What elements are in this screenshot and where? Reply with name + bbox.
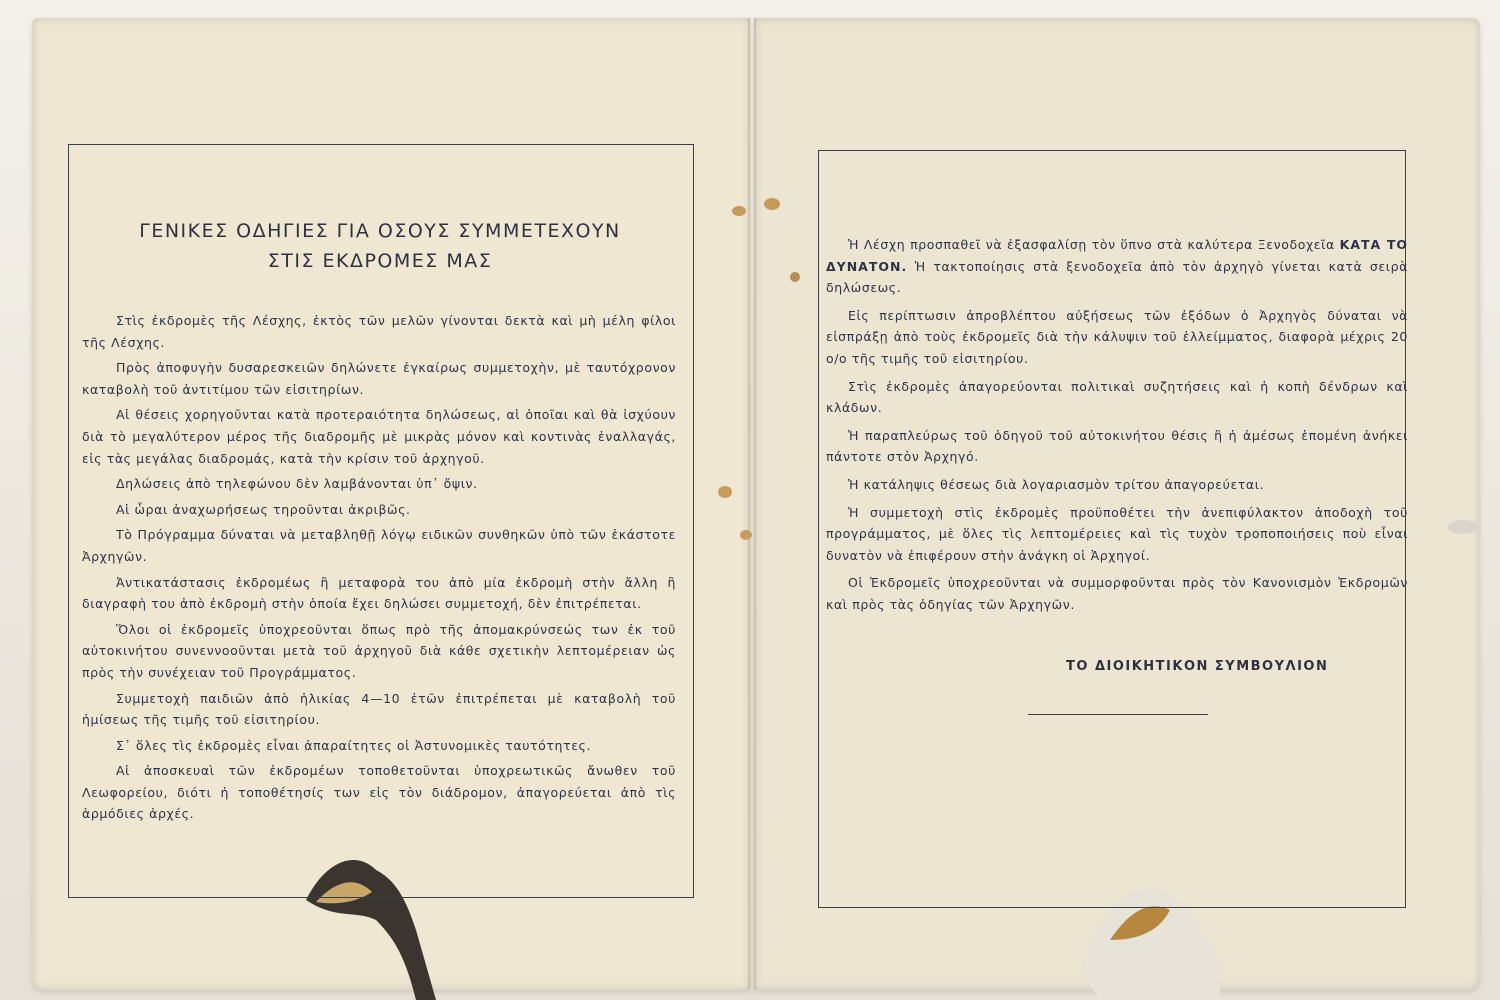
emphasis-text: ΚΑΤΑ ΤΟ ΔΥΝΑΤΟΝ.: [826, 237, 1408, 274]
instruction-paragraph: Ὅλοι οἱ ἐκδρομεῖς ὑποχρεοῦνται ὅπως πρὸ τῆς ἀπομακρύνσεώς των ἐκ τοῦ αὐτοκινήτου συνεννοοῦνται μετὰ τοῦ ἀρχηγοῦ διὰ κάθε σχετικὴν λεπτομέρειαν ὡς πρὸς τὴν συνέχειαν τοῦ Προγράμματος.: [82, 621, 676, 680]
instruction-paragraph: Στὶς ἐκδρομὲς ἀπαγορεύονται πολιτικαὶ συζητήσεις καὶ ἡ κοπὴ δένδρων καὶ κλάδων.: [826, 378, 1408, 416]
instruction-paragraph: Αἱ θέσεις χορηγοῦνται κατὰ προτεραιότητα δηλώσεως, αἱ ὁποῖαι καὶ θὰ ἰσχύουν διὰ τὸ μεγαλύτερον μέρος τῆς διαδρομῆς μὲ μικρὰς μόνον καὶ κοντινὰς ἐναλλαγάς, εἰς τὰς μεγάλας διαδρομάς, κατὰ τὴν κρίσιν τοῦ ἀρχηγοῦ.: [82, 407, 676, 466]
stain-spot: [764, 198, 780, 210]
signature-board: ΤΟ ΔΙΟΙΚΗΤΙΚΟΝ ΣΥΜΒΟΥΛΙΟΝ: [1066, 659, 1329, 674]
page-title-line1: ΓΕΝΙΚΕΣ ΟΔΗΓΙΕΣ ΓΙΑ ΟΣΟΥΣ ΣΥΜΜΕΤΕΧΟΥΝ: [139, 220, 621, 242]
instruction-paragraph: Δηλώσεις ἀπὸ τηλεφώνου δὲν λαμβάνονται ὑπ᾿ ὄψιν.: [116, 476, 478, 492]
text-fragment: Ἡ τακτοποίησις στὰ ξενοδοχεῖα ἀπὸ τὸν ἀρχηγὸ γίνεται κατὰ σειρὰ δηλώσεως.: [826, 258, 1408, 296]
instruction-paragraph: Τὸ Πρόγραμμα δύναται νὰ μεταβληθῇ λόγῳ ειδικῶν συνθηκῶν ὑπὸ τῶν ἑκάστοτε Ἀρχηγῶν.: [82, 527, 676, 564]
text-fragment: Ἡ Λέσχη προσπαθεῖ νὰ ἐξασφαλίσῃ τὸν ὕπνο στὰ καλύτερα Ξενοδοχεῖα: [848, 237, 1340, 252]
stain-spot: [718, 486, 732, 498]
instruction-paragraph: Συμμετοχὴ παιδιῶν ἀπὸ ἡλικίας 4—10 ἐτῶν ἐπιτρέπεται μὲ καταβολὴ τοῦ ἡμίσεως τῆς τιμῆς τοῦ εἰσιτηρίου.: [82, 690, 676, 728]
left-instructions: [82, 310, 676, 829]
instruction-paragraph: Ἡ κατάληψις θέσεως διὰ λογαριασμὸν τρίτου ἀπαγορεύεται.: [848, 476, 1265, 492]
stain-spot: [790, 272, 800, 282]
instruction-paragraph: Αἱ ὧραι ἀναχωρήσεως τηροῦνται ἀκριβῶς.: [116, 501, 411, 517]
page-spine: [748, 18, 756, 990]
instruction-paragraph: Στὶς ἐκδρομὲς τῆς Λέσχης, ἐκτὸς τῶν μελῶν γίνονται δεκτὰ καὶ μὴ μέλη φίλοι τῆς Λέσχης.: [82, 313, 676, 350]
instruction-paragraph: Αἱ ἀποσκευαὶ τῶν ἐκδρομέων τοποθετοῦνται ὑποχρεωτικῶς ἄνωθεν τοῦ Λεωφορείου, διότι ἡ τοποθέτησίς των εἰς τὸν διάδρομον, ἀπαγορεύεται ἀπὸ τὶς ἁρμόδιες ἀρχές.: [82, 763, 676, 822]
signature-line: [1028, 714, 1208, 715]
instruction-paragraph: Οἱ Ἐκδρομεῖς ὑποχρεοῦνται νὰ συμμορφοῦνται πρὸς τὸν Κανονισμὸν Ἐκδρομῶν καὶ πρὸς τὰς ὁδηγίας τῶν Ἀρχηγῶν.: [826, 575, 1408, 612]
stain-spot: [740, 530, 752, 540]
right-instructions: [826, 234, 1408, 622]
instruction-paragraph: Εἰς περίπτωσιν ἀπροβλέπτου αὐξήσεως τῶν ἐξόδων ὁ Ἀρχηγὸς δύναται νὰ εἰσπράξῃ ἀπὸ τοὺς ἐκδρομεῖς διὰ τὴν κάλυψιν τοῦ ἐλλείμματος, διαφορὰ μέχρις 20 ο/ο τῆς τιμῆς τοῦ εἰσιτηρίου.: [826, 307, 1408, 366]
instruction-paragraph: Ἀντικατάστασις ἐκδρομέως ἢ μεταφορὰ του ἀπὸ μία ἐκδρομὴ στὴν ἄλλη ἢ διαγραφὴ του ἀπὸ ἐκδρομὴ στὴν ὁποία ἔχει δηλώσει συμμετοχή, δὲν ἐπιτρέπεται.: [82, 574, 676, 612]
instruction-paragraph: [826, 234, 1408, 299]
instruction-paragraph: Σ᾿ ὅλες τὶς ἐκδρομὲς εἶναι ἀπαραίτητες οἱ Ἀστυνομικὲς ταυτότητες.: [116, 737, 592, 753]
instruction-paragraph: Ἡ συμμετοχὴ στὶς ἐκδρομὲς προϋποθέτει τὴν ἀνεπιφύλακτον ἀποδοχὴ τοῦ προγράμματος, μὲ ὅλες τὶς λεπτομέρειες καὶ τὶς τυχὸν τροποποιήσεις ποὺ εἶναι δυνατὸν νὰ ἐπιφέρουν στὴν ἀνάγκη οἱ Ἀρχηγοί.: [826, 504, 1408, 563]
page-title-line2: ΣΤΙΣ ΕΚΔΡΟΜΕΣ ΜΑΣ: [267, 250, 493, 272]
stain-spot: [732, 206, 746, 216]
instruction-paragraph: Ἡ παραπλεύρως τοῦ ὁδηγοῦ τοῦ αὐτοκινήτου θέσις ἢ ἡ ἀμέσως ἑπομένη ἀνήκει πάντοτε στὸν Ἀρχηγό.: [826, 427, 1408, 465]
instruction-paragraph: Πρὸς ἀποφυγὴν δυσαρεσκειῶν δηλώνετε ἐγκαίρως συμμετοχὴν, μὲ ταυτόχρονον καταβολὴ τοῦ ἀντιτίμου τῶν εἰσιτηρίων.: [82, 360, 676, 397]
stain-spot: [1448, 520, 1478, 534]
